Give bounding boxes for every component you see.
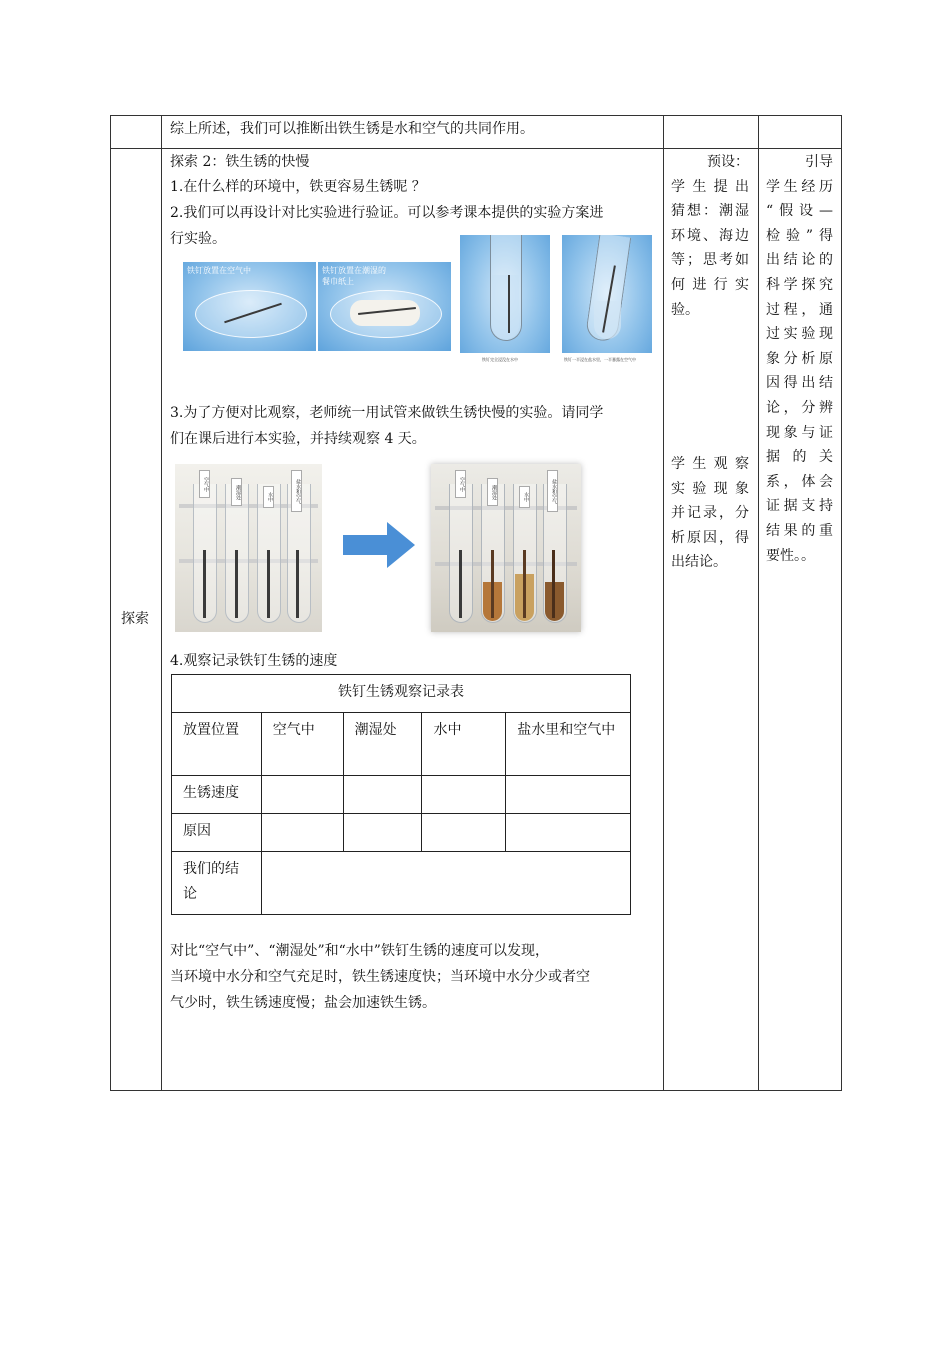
tube-label-salt: 盐水和空气 [291, 470, 302, 512]
caption-air: 铁钉放置在空气中 [187, 266, 251, 275]
caption-tube-2: 铁钉一半浸在盐水里，一半暴露在空气中 [564, 357, 636, 362]
question-2-line-2: 行实验。 [170, 231, 226, 247]
design-intent-line: 结果的重 [766, 522, 833, 539]
design-intent-line: 过程，通 [766, 301, 833, 318]
summary-text: 综上所述，我们可以推断出铁生锈是水和空气的共同作用。 [170, 121, 534, 137]
design-intent-line: 证据支持 [766, 498, 833, 515]
design-intent-line: 论，分辨 [766, 399, 833, 416]
test-tube-salt-photo [562, 235, 652, 365]
design-intent-line: 据的关 [766, 449, 833, 466]
student-activity-line: 验。 [671, 301, 699, 318]
student-activity-line: 猜想：潮湿 [671, 203, 749, 220]
question-3-line-1: 3.为了方便对比观察，老师统一用试管来做铁生锈快慢的实验。请同学 [170, 405, 604, 421]
column-divider-1 [161, 115, 162, 1091]
table-cell[interactable] [261, 814, 343, 852]
nail-icon [203, 550, 206, 618]
question-2-line-1: 2.我们可以再设计对比实验进行验证。可以参考课本提供的实验方案进 [170, 205, 604, 221]
row-divider [110, 148, 842, 149]
tube-label-air: 空气中 [199, 470, 210, 498]
tube-label-salt: 盐水和空气 [547, 470, 558, 512]
question-3-line-2: 们在课后进行本实验，并持续观察 4 天。 [170, 431, 426, 447]
water-icon [492, 275, 519, 339]
table-cell[interactable] [422, 776, 506, 814]
caption-tube-1: 铁钉完全浸没在水中 [482, 357, 518, 362]
design-intent [766, 150, 833, 568]
table-cell[interactable] [343, 814, 422, 852]
design-intent-line: 过实验现 [766, 326, 833, 343]
table-left-border [110, 115, 111, 1091]
nail-icon [459, 550, 462, 618]
design-intent-line: 要性。。 [766, 547, 815, 564]
tube-label-wet: 潮湿处 [231, 478, 242, 506]
nail-icon [267, 550, 270, 618]
caption-wet-2: 餐巾纸上 [322, 277, 354, 286]
student-activity-line: 出结论。 [671, 554, 727, 571]
design-intent-line: 因得出结 [766, 375, 833, 392]
tube-label-water: 水中 [263, 486, 274, 508]
petri-dish-air-photo [183, 262, 316, 351]
design-intent-line: 检验”得 [766, 227, 833, 244]
design-intent-line: 学生经历 [766, 178, 833, 195]
student-activity-line: 实验现象 [671, 480, 749, 497]
record-table-title: 铁钉生锈观察记录表 [172, 675, 631, 713]
table-cell[interactable] [261, 776, 343, 814]
student-activity-line: 何进行实 [671, 276, 749, 293]
nail-icon [235, 550, 238, 618]
row-label-reason: 原因 [172, 814, 262, 852]
column-divider-3 [758, 115, 759, 1091]
section-heading: 探索 2：铁生锈的快慢 [170, 154, 310, 170]
conclusion-line-1: 对比“空气中”、“潮湿处”和“水中”铁钉生锈的速度可以发现， [170, 943, 549, 959]
header-location: 放置位置 [172, 713, 262, 776]
table-top-border [110, 115, 842, 116]
stage-label: 探索 [121, 611, 149, 627]
design-intent-line: 现象与证 [766, 424, 833, 441]
arrow-right-icon [343, 522, 415, 568]
header-salt-air: 盐水里和空气中 [506, 713, 631, 776]
table-cell[interactable] [422, 814, 506, 852]
row-label-conclusion: 我们的结论 [172, 852, 262, 915]
student-activity-line: 并记录，分 [671, 505, 749, 522]
student-activity-line: 析原因，得 [671, 529, 749, 546]
tube-label-wet: 潮湿处 [487, 478, 498, 506]
header-wet: 潮湿处 [343, 713, 422, 776]
table-cell[interactable] [506, 776, 631, 814]
test-tube-water-photo [460, 235, 550, 365]
conclusion-line-3: 气少时，铁生锈速度慢；盐会加速铁生锈。 [170, 995, 436, 1011]
nail-icon [296, 550, 299, 618]
question-1: 1.在什么样的环境中，铁更容易生锈呢 ？ [170, 179, 426, 195]
table-bottom-border [110, 1090, 842, 1091]
table-cell[interactable] [506, 814, 631, 852]
column-divider-2 [663, 115, 664, 1091]
header-air: 空气中 [261, 713, 343, 776]
row-label-rust-speed: 生锈速度 [172, 776, 262, 814]
design-intent-line: 出结论的 [766, 252, 833, 269]
student-activity-2 [671, 452, 749, 575]
student-activity-line: 环境、海边 [671, 227, 749, 244]
student-activity-1 [671, 150, 749, 322]
nail-icon [552, 550, 555, 618]
rack-before-photo [175, 464, 322, 632]
design-intent-line: 引导 [805, 154, 833, 170]
header-water: 水中 [422, 713, 506, 776]
tube-label-air: 空气中 [455, 470, 466, 498]
student-activity-line: 等；思考如 [671, 252, 749, 269]
nail-icon [508, 275, 510, 333]
table-right-border [841, 115, 842, 1091]
student-activity-line: 学生观察 [671, 456, 749, 472]
table-cell[interactable] [343, 776, 422, 814]
rack-after-photo [431, 464, 581, 632]
observation-record-table [171, 674, 631, 915]
question-4: 4.观察记录铁钉生锈的速度 [170, 653, 338, 669]
nail-icon [523, 550, 526, 618]
conclusion-line-2: 当环境中水分和空气充足时，铁生锈速度快；当环境中水分少或者空 [170, 969, 590, 985]
caption-wet-1: 铁钉放置在潮湿的 [322, 266, 386, 275]
conclusion-cell[interactable] [261, 852, 630, 915]
design-intent-line: 科学探究 [766, 276, 833, 293]
tube-label-water: 水中 [519, 486, 530, 508]
petri-dish-wet-photo [318, 262, 451, 351]
student-activity-line: 预设： [707, 154, 749, 170]
student-activity-line: 学生提出 [671, 178, 749, 195]
design-intent-line: “假设— [766, 203, 833, 220]
nail-icon [491, 550, 494, 618]
design-intent-line: 系，体会 [766, 473, 833, 490]
design-intent-line: 象分析原 [766, 350, 833, 367]
